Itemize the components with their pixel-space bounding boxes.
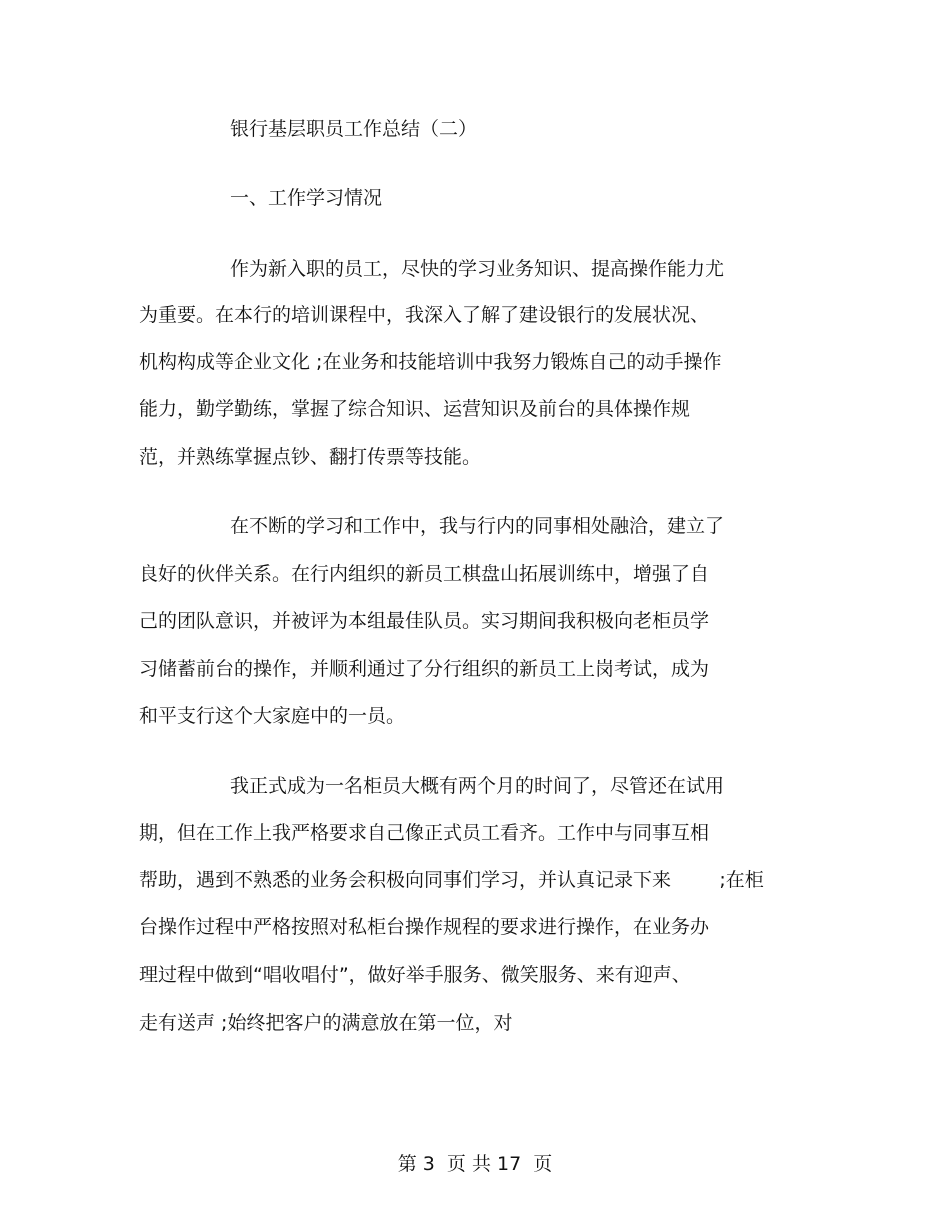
paragraph-line: 在不断的学习和工作中，我与行内的同事相处融洽，建立了 — [230, 515, 725, 537]
paragraph-line: 走有送声 ;始终把客户的满意放在第一位，对 — [139, 1012, 513, 1034]
paragraph-line: 理过程中做到“唱收唱付”，做好举手服务、微笑服务、来有迎声、 — [139, 964, 691, 986]
paragraph-line: 和平支行这个大家庭中的一员。 — [139, 705, 406, 727]
paragraph-line: 良好的伙伴关系。在行内组织的新员工棋盘山拓展训练中，增强了自 — [139, 563, 710, 585]
paragraph-line: 我正式成为一名柜员大概有两个月的时间了，尽管还在试用 — [230, 775, 725, 797]
page-number-footer: 第 3 页 共 17 页 — [397, 1153, 553, 1175]
document-title: 银行基层职员工作总结（二） — [230, 118, 478, 140]
paragraph-line: 己的团队意识，并被评为本组最佳队员。实习期间我积极向老柜员学 — [139, 610, 710, 632]
paragraph-line: 台操作过程中严格按照对私柜台操作规程的要求进行操作，在业务办 — [139, 916, 710, 938]
paragraph-line: 为重要。在本行的培训课程中，我深入了解了建设银行的发展状况、 — [139, 304, 710, 326]
paragraph-line: 能力，勤学勤练，掌握了综合知识、运营知识及前台的具体操作规 — [139, 398, 691, 420]
paragraph-line: 范，并熟练掌握点钞、翻打传票等技能。 — [139, 446, 482, 468]
paragraph-line: 帮助，遇到不熟悉的业务会积极向同事们学习，并认真记录下来 ;在柜 — [139, 869, 764, 891]
paragraph-line: 习储蓄前台的操作，并顺利通过了分行组织的新员工上岗考试，成为 — [139, 658, 710, 680]
paragraph-line: 作为新入职的员工，尽快的学习业务知识、提高操作能力尤 — [230, 258, 725, 280]
paragraph-line: 机构构成等企业文化 ;在业务和技能培训中我努力锻炼自己的动手操作 — [139, 351, 722, 373]
paragraph-line: 期，但在工作上我严格要求自己像正式员工看齐。工作中与同事互相 — [139, 822, 710, 844]
section-heading: 一、工作学习情况 — [230, 187, 383, 209]
